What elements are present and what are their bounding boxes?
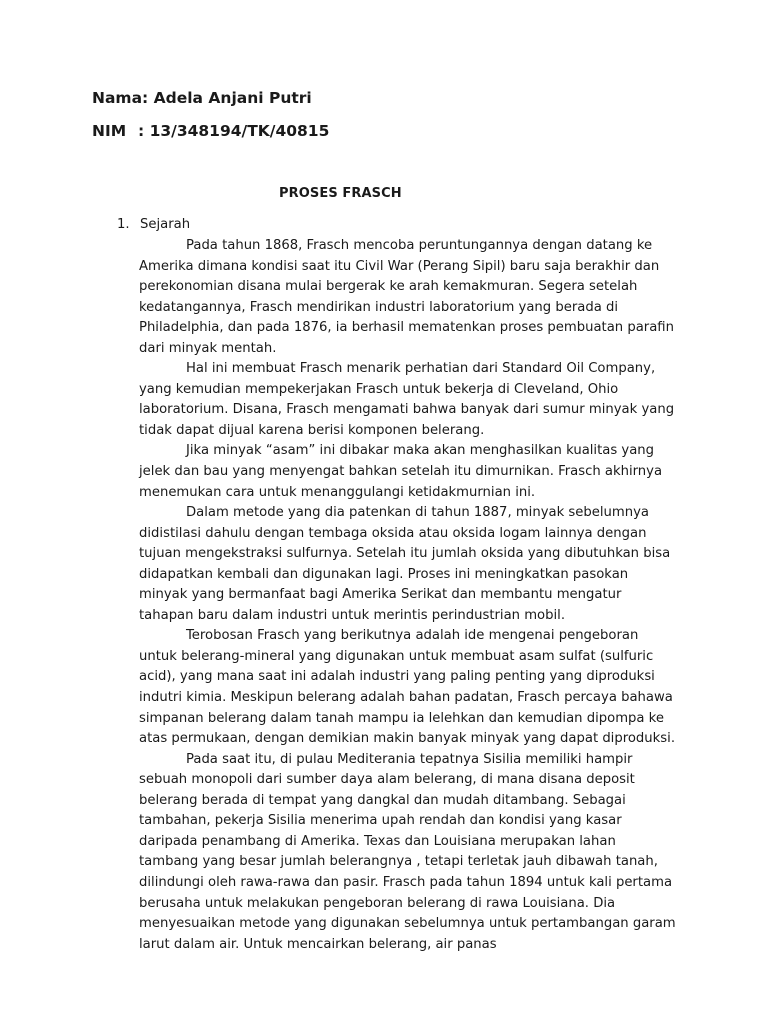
student-id-line — [92, 122, 329, 140]
paragraph: Jika minyak “asam” ini dibakar maka akan menghasilkan kualitas yang jelek dan bau yang menyengat bahkan setelah itu dimurnikan. Frasch akhirnya menemukan cara untuk menanggulangi ketidakmurnian ini. — [139, 443, 663, 500]
nim-label: NIM — [92, 122, 127, 140]
paragraph: Pada tahun 1868, Frasch mencoba peruntungannya dengan datang ke Amerika dimana kondisi saat itu Civil War (Perang Sipil) baru saja berakhir dan perekonomian disana mulai bergerak ke arah kemakmuran. Segera setelah kedatangannya, Frasch mendirikan industri laboratorium yang berada di Philadelphia, dan pada 1876, ia berhasil mematenkan proses pembuatan parafin dari minyak mentah. — [139, 238, 674, 356]
name-label: Nama — [92, 89, 143, 107]
section-body — [139, 236, 677, 955]
student-name-line — [92, 89, 312, 107]
paragraph: Pada saat itu, di pulau Mediterania tepatnya Sisilia memiliki hampir sebuah monopoli dari sumber daya alam belerang, di mana disana deposit belerang berada di tempat yang dangkal dan mudah ditambang. Sebagai tambahan, pekerja Sisilia menerima upah rendah dan kondisi yang kasar daripada penambang di Amerika. Texas dan Louisiana merupakan lahan tambang yang besar jumlah belerangnya , tetapi terletak jauh dibawah tanah, dilindungi oleh rawa-rawa dan pasir. Frasch pada tahun 1894 untuk kali pertama berusaha untuk melakukan pengeboran belerang di rawa Louisiana. Dia menyesuaikan metode yang digunakan sebelumnya untuk pertambangan garam larut dalam air. Untuk mencairkan belerang, air panas — [139, 751, 676, 952]
paragraph: Terobosan Frasch yang berikutnya adalah ide mengenai pengeboran untuk belerang-mineral yang digunakan untuk membuat asam sulfat (sulfuric acid), yang mana saat ini adalah industri yang paling penting yang diproduksi indutri kimia. Meskipun belerang adalah bahan padatan, Frasch percaya bahawa simpanan belerang dalam tanah mampu ia lelehkan dan kemudian dipompa ke atas permukaan, dengan demikian makin banyak minyak yang dapat diproduksi. — [139, 628, 676, 747]
document-title: PROSES FRASCH — [279, 186, 402, 201]
paragraph: Hal ini membuat Frasch menarik perhatian dari Standard Oil Company, yang kemudian mempekerjakan Frasch untuk bekerja di Cleveland, Ohio laboratorium. Disana, Frasch mengamati bahwa banyak dari sumur minyak yang tidak dapat dijual karena berisi komponen belerang. — [139, 361, 675, 438]
name-value: : Adela Anjani Putri — [142, 89, 312, 107]
section-heading — [117, 215, 677, 236]
section-number: 1. — [117, 217, 130, 232]
nim-value: : 13/348194/TK/40815 — [138, 122, 330, 140]
section-title: Sejarah — [140, 217, 191, 232]
paragraph: Dalam metode yang dia patenkan di tahun 1887, minyak sebelumnya didistilasi dahulu dengan tembaga oksida atau oksida logam lainnya dengan tujuan mengekstraksi sulfurnya. Setelah itu jumlah oksida yang dibutuhkan bisa didapatkan kembali dan digunakan lagi. Proses ini meningkatkan pasokan minyak yang bermanfaat bagi Amerika Serikat dan membantu mengatur tahapan baru dalam industri untuk merintis perindustrian mobil. — [139, 505, 671, 623]
